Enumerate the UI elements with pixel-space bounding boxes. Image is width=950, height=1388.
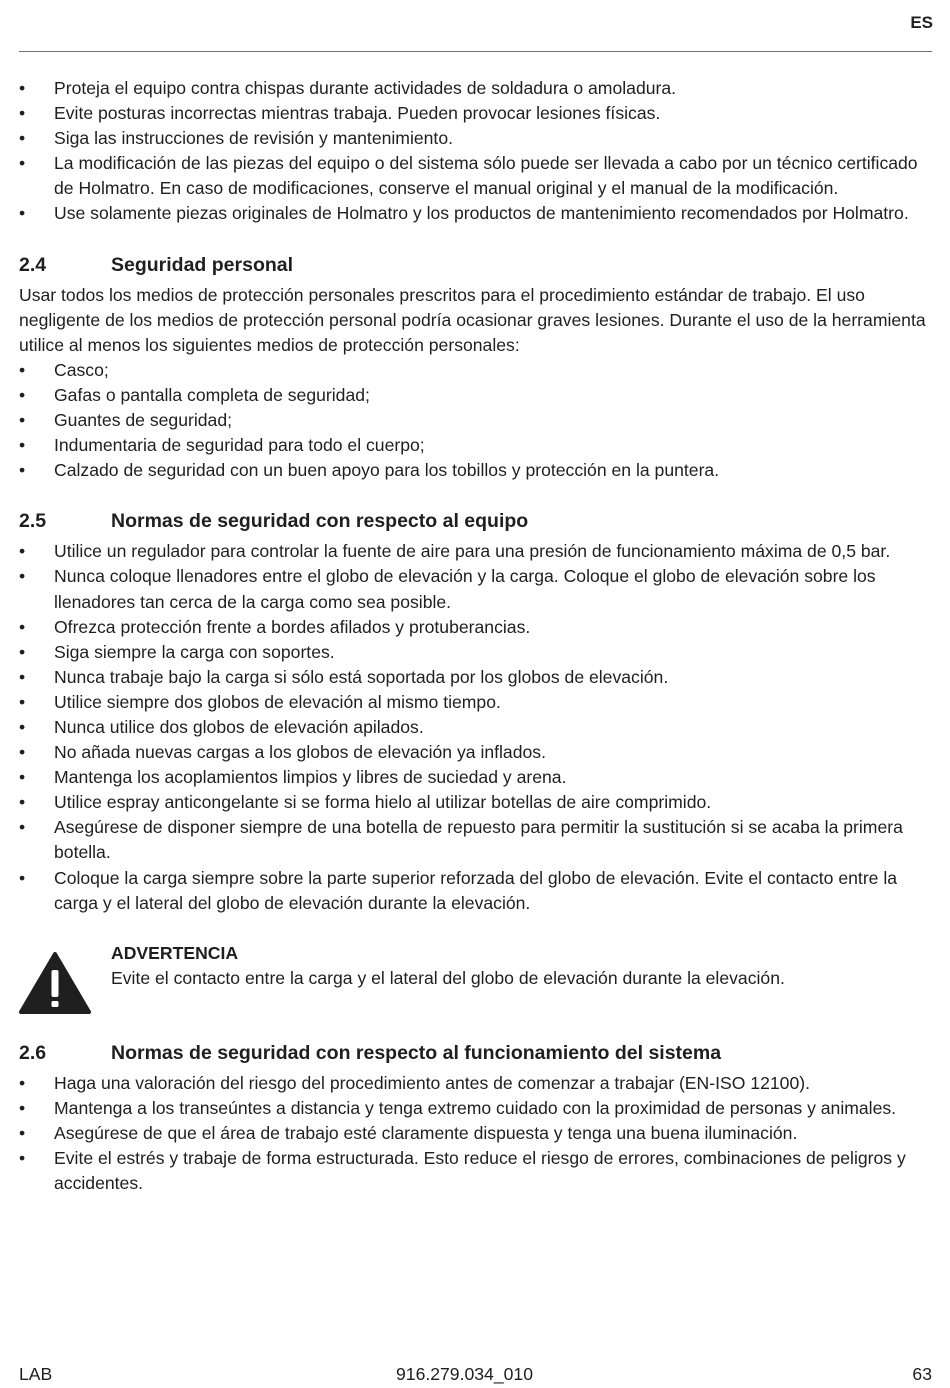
footer-document-number: 916.279.034_010 bbox=[396, 1364, 533, 1384]
language-code: ES bbox=[910, 13, 933, 32]
section-number: 2.4 bbox=[19, 253, 47, 276]
section-title: Normas de seguridad con respecto al equipo bbox=[111, 510, 529, 533]
warning-triangle-icon bbox=[19, 941, 111, 1015]
section-heading bbox=[19, 1040, 932, 1066]
list-item: • Ofrezca protección frente a bordes afilados y protuberancias. bbox=[19, 615, 932, 640]
list-item: • Guantes de seguridad; bbox=[19, 408, 932, 433]
section-paragraph: Usar todos los medios de protección personales prescritos para el procedimiento estándar de trabajo. El uso negligente de los medios de protección personal podría ocasionar graves lesiones. Durante el uso de la herramienta utilice al menos los siguientes medios de protección personales: bbox=[19, 284, 926, 355]
section-heading bbox=[19, 252, 932, 278]
list-item: • Nunca utilice dos globos de elevación apilados. bbox=[19, 715, 932, 740]
page-content bbox=[19, 76, 932, 1196]
list-item: • Nunca coloque llenadores entre el globo de elevación y la carga. Coloque el globo de elevación sobre los llenadores tan cerca de la carga como sea posible. bbox=[19, 564, 932, 614]
section-number: 2.6 bbox=[19, 1041, 47, 1064]
list-item: • Siga las instrucciones de revisión y mantenimiento. bbox=[19, 126, 932, 151]
list-item: • Evite el estrés y trabaje de forma estructurada. Esto reduce el riesgo de errores, combinaciones de peligros y accidentes. bbox=[19, 1146, 932, 1196]
section-equipment-safety bbox=[19, 508, 932, 915]
list-item: • Utilice siempre dos globos de elevación al mismo tiempo. bbox=[19, 690, 932, 715]
list-item: • Gafas o pantalla completa de seguridad; bbox=[19, 383, 932, 408]
list-item: • Asegúrese de que el área de trabajo esté claramente dispuesta y tenga una buena iluminación. bbox=[19, 1121, 932, 1146]
section-title: Normas de seguridad con respecto al funcionamiento del sistema bbox=[111, 1041, 722, 1064]
list-item: • Calzado de seguridad con un buen apoyo para los tobillos y protección en la puntera. bbox=[19, 458, 932, 483]
warning-text: Evite el contacto entre la carga y el lateral del globo de elevación durante la elevación. bbox=[111, 967, 785, 988]
footer-product-code: LAB bbox=[19, 1364, 53, 1384]
list-item: • Casco; bbox=[19, 358, 932, 383]
system-bullet-list bbox=[19, 1071, 932, 1196]
page-number: 63 bbox=[912, 1364, 932, 1384]
ppe-bullet-list bbox=[19, 358, 932, 483]
list-item: • Haga una valoración del riesgo del procedimiento antes de comenzar a trabajar (EN-ISO 12100). bbox=[19, 1071, 932, 1096]
section-heading bbox=[19, 508, 932, 534]
list-item: • Utilice espray anticongelante si se forma hielo al utilizar botellas de aire comprimido. bbox=[19, 790, 932, 815]
header-rule bbox=[19, 51, 932, 52]
list-item: • No añada nuevas cargas a los globos de elevación ya inflados. bbox=[19, 740, 932, 765]
list-item: • Indumentaria de seguridad para todo el cuerpo; bbox=[19, 433, 932, 458]
section-title: Seguridad personal bbox=[111, 253, 294, 276]
list-item: • La modificación de las piezas del equipo o del sistema sólo puede ser llevada a cabo por un técnico certificado de Holmatro. En caso de modificaciones, conserve el manual original y el manual de la modificación. bbox=[19, 151, 932, 201]
list-item: • Coloque la carga siempre sobre la parte superior reforzada del globo de elevación. Evite el contacto entre la carga y el lateral del globo de elevación durante la elevación. bbox=[19, 866, 932, 916]
section-personal-safety bbox=[19, 252, 932, 484]
list-item: • Mantenga a los transeúntes a distancia y tenga extremo cuidado con la proximidad de personas y animales. bbox=[19, 1096, 932, 1121]
equipment-bullet-list bbox=[19, 539, 932, 915]
intro-bullet-list bbox=[19, 76, 932, 227]
section-number: 2.5 bbox=[19, 510, 47, 533]
warning-title: ADVERTENCIA bbox=[111, 942, 239, 963]
list-item: • Utilice un regulador para controlar la fuente de aire para una presión de funcionamiento máxima de 0,5 bar. bbox=[19, 539, 932, 564]
section-system-safety bbox=[19, 1040, 932, 1196]
list-item: • Use solamente piezas originales de Holmatro y los productos de mantenimiento recomendados por Holmatro. bbox=[19, 201, 932, 226]
list-item: • Mantenga los acoplamientos limpios y libres de suciedad y arena. bbox=[19, 765, 932, 790]
list-item: • Asegúrese de disponer siempre de una botella de repuesto para permitir la sustitución si se acaba la primera botella. bbox=[19, 815, 932, 865]
list-item: • Siga siempre la carga con soportes. bbox=[19, 640, 932, 665]
warning-box bbox=[19, 941, 932, 1015]
list-item: • Evite posturas incorrectas mientras trabaja. Pueden provocar lesiones físicas. bbox=[19, 101, 932, 126]
list-item: • Proteja el equipo contra chispas durante actividades de soldadura o amoladura. bbox=[19, 76, 932, 101]
list-item: • Nunca trabaje bajo la carga si sólo está soportada por los globos de elevación. bbox=[19, 665, 932, 690]
warning-body bbox=[111, 941, 785, 1015]
